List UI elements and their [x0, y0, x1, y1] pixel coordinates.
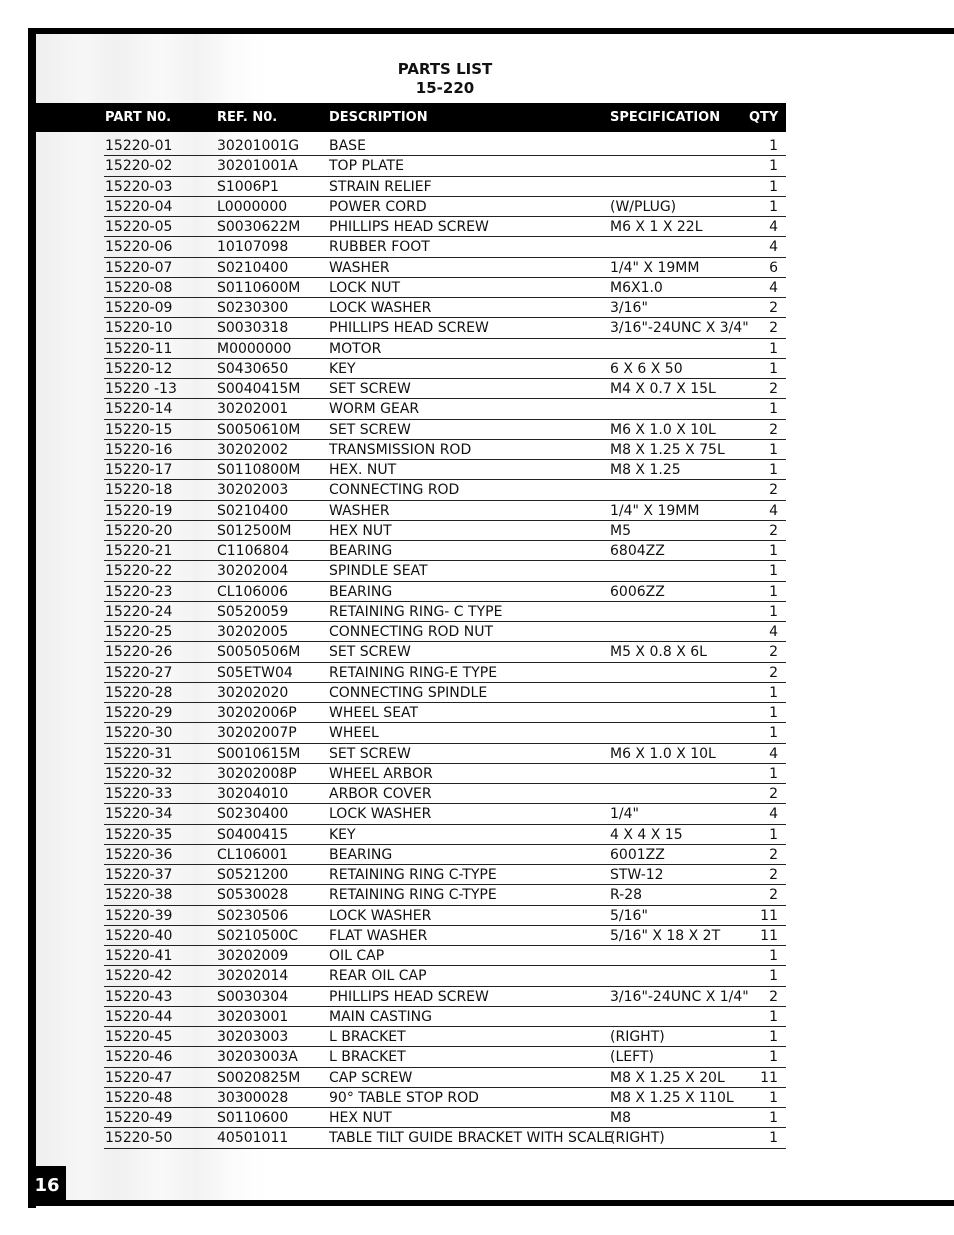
- description-cell: PHILLIPS HEAD SCREW: [329, 320, 489, 337]
- description-cell: CONNECTING SPINDLE: [329, 684, 488, 701]
- qty-cell: 2: [769, 988, 778, 1005]
- description-cell: FLAT WASHER: [329, 927, 428, 944]
- specification-cell: M8 X 1.25 X 110L: [610, 1089, 734, 1106]
- table-row: [104, 480, 786, 500]
- table-row: [104, 683, 786, 703]
- ref-no-cell: S0110800M: [217, 462, 301, 478]
- specification-cell: M5: [610, 522, 631, 539]
- qty-cell: 1: [769, 158, 778, 175]
- ref-no-cell: S0230300: [217, 300, 289, 316]
- specification-cell: 5/16" X 18 X 2T: [610, 927, 721, 944]
- description-cell: BEARING: [329, 846, 393, 863]
- qty-cell: 1: [769, 401, 778, 418]
- ref-no-cell: 30300028: [217, 1089, 289, 1106]
- specification-cell: 1/4" X 19MM: [610, 502, 700, 519]
- description-cell: SET SCREW: [329, 421, 411, 438]
- column-header-specification: SPECIFICATION: [610, 110, 721, 125]
- title-line-1: PARTS LIST: [397, 60, 493, 78]
- part-no-cell: 15220-30: [105, 725, 173, 742]
- description-cell: OIL CAP: [329, 948, 385, 964]
- table-row: [104, 318, 786, 338]
- table-row: [104, 946, 786, 966]
- table-row: [104, 865, 786, 885]
- part-no-cell: 15220-07: [105, 259, 173, 276]
- qty-cell: 11: [760, 927, 778, 944]
- part-no-cell: 15220-10: [105, 320, 173, 337]
- qty-cell: 2: [769, 644, 778, 661]
- specification-cell: 6006ZZ: [610, 583, 665, 600]
- specification-cell: STW-12: [610, 867, 664, 883]
- specification-cell: 6804ZZ: [610, 543, 665, 559]
- description-cell: RETAINING RING C-TYPE: [329, 887, 497, 904]
- table-row: [104, 764, 786, 784]
- table-row: [104, 359, 786, 379]
- ref-no-cell: M0000000: [217, 340, 292, 357]
- qty-cell: 2: [769, 664, 778, 681]
- ref-no-cell: S0030304: [217, 988, 289, 1005]
- ref-no-cell: S0030318: [217, 320, 289, 337]
- ref-no-cell: 30203003: [217, 1029, 289, 1045]
- qty-cell: 1: [769, 543, 778, 559]
- qty-cell: 2: [769, 300, 778, 316]
- ref-no-cell: S0520059: [217, 603, 289, 620]
- table-row: [104, 460, 786, 480]
- part-no-cell: 15220-12: [105, 360, 173, 377]
- table-row: [104, 561, 786, 581]
- qty-cell: 2: [769, 381, 778, 397]
- description-cell: LOCK WASHER: [329, 907, 432, 924]
- table-row: [104, 642, 786, 662]
- table-row: [104, 1007, 786, 1027]
- specification-cell: 4 X 4 X 15: [610, 826, 683, 843]
- specification-cell: 3/16": [610, 300, 648, 316]
- table-row: [104, 258, 786, 278]
- part-no-cell: 15220-01: [105, 138, 173, 154]
- table-row: [104, 1128, 786, 1148]
- qty-cell: 1: [769, 1049, 778, 1066]
- part-no-cell: 15220-03: [105, 178, 173, 195]
- table-row: [104, 440, 786, 460]
- part-no-cell: 15220-11: [105, 340, 173, 357]
- ref-no-cell: 30202005: [217, 624, 289, 640]
- ref-no-cell: 30202004: [217, 563, 289, 580]
- specification-cell: M6X1.0: [610, 279, 663, 296]
- table-row: [104, 804, 786, 824]
- part-no-cell: 15220-14: [105, 401, 173, 418]
- table-row: [104, 602, 786, 622]
- qty-cell: 1: [769, 583, 778, 600]
- specification-cell: 5/16": [610, 907, 648, 924]
- specification-cell: M6 X 1 X 22L: [610, 219, 703, 235]
- table-row: [104, 521, 786, 541]
- table-row: [104, 1068, 786, 1088]
- ref-no-cell: 10107098: [217, 239, 289, 256]
- specification-cell: 6001ZZ: [610, 846, 665, 863]
- page-title: [340, 60, 550, 98]
- part-no-cell: 15220-40: [105, 927, 173, 944]
- table-row: [104, 987, 786, 1007]
- ref-no-cell: L0000000: [217, 198, 288, 215]
- ref-no-cell: 40501011: [217, 1130, 289, 1147]
- ref-no-cell: S0210400: [217, 502, 289, 519]
- description-cell: HEX NUT: [329, 1110, 392, 1126]
- description-cell: STRAIN RELIEF: [329, 178, 432, 195]
- part-no-cell: 15220-48: [105, 1089, 173, 1106]
- specification-cell: M5 X 0.8 X 6L: [610, 644, 707, 661]
- table-row: [104, 1047, 786, 1067]
- description-cell: L BRACKET: [329, 1049, 406, 1066]
- part-no-cell: 15220-04: [105, 198, 173, 215]
- part-no-cell: 15220-38: [105, 887, 173, 904]
- part-no-cell: 15220-34: [105, 806, 173, 823]
- part-no-cell: 15220-47: [105, 1069, 173, 1086]
- qty-cell: 4: [769, 745, 778, 762]
- description-cell: WHEEL SEAT: [329, 705, 419, 721]
- ref-no-cell: S0030622M: [217, 219, 301, 235]
- description-cell: KEY: [329, 826, 356, 843]
- qty-cell: 6: [769, 259, 778, 276]
- ref-no-cell: 30202006P: [217, 705, 297, 721]
- ref-no-cell: S0430650: [217, 360, 289, 377]
- part-no-cell: 15220-32: [105, 765, 173, 782]
- ref-no-cell: 30201001G: [217, 138, 300, 154]
- table-row: [104, 156, 786, 176]
- part-no-cell: 15220-20: [105, 522, 173, 539]
- table-row: [104, 885, 786, 905]
- table-row: [104, 926, 786, 946]
- table-row: [104, 784, 786, 804]
- qty-cell: 2: [769, 320, 778, 337]
- ref-no-cell: 30201001A: [217, 158, 298, 175]
- part-no-cell: 15220-05: [105, 219, 173, 235]
- ref-no-cell: S0040415M: [217, 381, 301, 397]
- table-row: [104, 1108, 786, 1128]
- qty-cell: 1: [769, 1089, 778, 1106]
- table-row: [104, 298, 786, 318]
- description-cell: WASHER: [329, 259, 390, 276]
- description-cell: WHEEL: [329, 725, 379, 742]
- part-no-cell: 15220-17: [105, 462, 173, 478]
- table-row: [104, 582, 786, 602]
- specification-cell: M8: [610, 1110, 631, 1126]
- qty-cell: 1: [769, 725, 778, 742]
- ref-no-cell: 30202001: [217, 401, 289, 418]
- description-cell: TABLE TILT GUIDE BRACKET WITH SCALE: [329, 1130, 613, 1147]
- qty-cell: 1: [769, 1008, 778, 1025]
- description-cell: RUBBER FOOT: [329, 239, 430, 256]
- ref-no-cell: S0230506: [217, 907, 289, 924]
- qty-cell: 11: [760, 907, 778, 924]
- ref-no-cell: 30203001: [217, 1008, 289, 1025]
- part-no-cell: 15220-43: [105, 988, 173, 1005]
- ref-no-cell: S0210400: [217, 259, 289, 276]
- qty-cell: 2: [769, 421, 778, 438]
- description-cell: WORM GEAR: [329, 401, 420, 418]
- column-header-qty: QTY: [749, 110, 779, 125]
- table-row: [104, 278, 786, 298]
- part-no-cell: 15220-25: [105, 624, 173, 640]
- specification-cell: (LEFT): [610, 1049, 654, 1066]
- description-cell: REAR OIL CAP: [329, 968, 427, 985]
- part-no-cell: 15220-02: [105, 158, 173, 175]
- part-no-cell: 15220-16: [105, 441, 173, 458]
- part-no-cell: 15220-09: [105, 300, 173, 316]
- ref-no-cell: S0050506M: [217, 644, 301, 661]
- specification-cell: 6 X 6 X 50: [610, 360, 683, 377]
- part-no-cell: 15220-50: [105, 1130, 173, 1147]
- description-cell: MAIN CASTING: [329, 1008, 432, 1025]
- part-no-cell: 15220-42: [105, 968, 173, 985]
- ref-no-cell: 30202014: [217, 968, 289, 985]
- specification-cell: 3/16"-24UNC X 3/4": [610, 320, 749, 337]
- ref-no-cell: CL106006: [217, 583, 289, 600]
- table-row: [104, 399, 786, 419]
- qty-cell: 1: [769, 462, 778, 478]
- description-cell: SET SCREW: [329, 381, 411, 397]
- qty-cell: 1: [769, 1110, 778, 1126]
- ref-no-cell: S0010615M: [217, 745, 301, 762]
- specification-cell: M6 X 1.0 X 10L: [610, 421, 716, 438]
- part-no-cell: 15220 -13: [105, 381, 177, 397]
- ref-no-cell: CL106001: [217, 846, 289, 863]
- description-cell: MOTOR: [329, 340, 382, 357]
- part-no-cell: 15220-44: [105, 1008, 173, 1025]
- page-number: 16: [28, 1166, 66, 1204]
- table-row: [104, 379, 786, 399]
- description-cell: RETAINING RING-E TYPE: [329, 664, 498, 681]
- part-no-cell: 15220-28: [105, 684, 173, 701]
- qty-cell: 1: [769, 563, 778, 580]
- table-row: [104, 541, 786, 561]
- description-cell: PHILLIPS HEAD SCREW: [329, 988, 489, 1005]
- specification-cell: M8 X 1.25: [610, 462, 681, 478]
- ref-no-cell: 30203003A: [217, 1049, 298, 1066]
- ref-no-cell: S0110600: [217, 1110, 289, 1126]
- ref-no-cell: 30202020: [217, 684, 289, 701]
- qty-cell: 1: [769, 1130, 778, 1147]
- part-no-cell: 15220-33: [105, 786, 173, 802]
- table-row: [104, 1027, 786, 1047]
- description-cell: LOCK NUT: [329, 279, 400, 296]
- page-frame-left: [28, 28, 36, 1208]
- table-row: [104, 237, 786, 257]
- part-no-cell: 15220-26: [105, 644, 173, 661]
- part-no-cell: 15220-36: [105, 846, 173, 863]
- ref-no-cell: S0230400: [217, 806, 289, 823]
- specification-cell: R-28: [610, 887, 643, 904]
- qty-cell: 2: [769, 482, 778, 499]
- description-cell: L BRACKET: [329, 1029, 406, 1045]
- page-frame-bottom: [28, 1200, 954, 1206]
- description-cell: SET SCREW: [329, 745, 411, 762]
- ref-no-cell: S0210500C: [217, 927, 299, 944]
- description-cell: 90° TABLE STOP ROD: [329, 1089, 479, 1106]
- ref-no-cell: 30202007P: [217, 725, 297, 742]
- description-cell: LOCK WASHER: [329, 806, 432, 823]
- description-cell: TRANSMISSION ROD: [329, 441, 472, 458]
- part-no-cell: 15220-18: [105, 482, 173, 499]
- column-header-description: DESCRIPTION: [329, 110, 428, 125]
- part-no-cell: 15220-06: [105, 239, 173, 256]
- part-no-cell: 15220-45: [105, 1029, 173, 1045]
- part-no-cell: 15220-23: [105, 583, 173, 600]
- page-frame-top: [28, 28, 954, 34]
- part-no-cell: 15220-35: [105, 826, 173, 843]
- part-no-cell: 15220-46: [105, 1049, 173, 1066]
- part-no-cell: 15220-22: [105, 563, 173, 580]
- ref-no-cell: S0530028: [217, 887, 289, 904]
- ref-no-cell: S0400415: [217, 826, 289, 843]
- part-no-cell: 15220-49: [105, 1110, 173, 1126]
- part-no-cell: 15220-37: [105, 867, 173, 883]
- table-row: [104, 136, 786, 156]
- description-cell: BEARING: [329, 543, 393, 559]
- ref-no-cell: 30202009: [217, 948, 289, 964]
- part-no-cell: 15220-21: [105, 543, 173, 559]
- qty-cell: 1: [769, 826, 778, 843]
- description-cell: LOCK WASHER: [329, 300, 432, 316]
- specification-cell: (W/PLUG): [610, 198, 677, 215]
- specification-cell: M6 X 1.0 X 10L: [610, 745, 716, 762]
- specification-cell: 1/4" X 19MM: [610, 259, 700, 276]
- table-row: [104, 703, 786, 723]
- table-row: [104, 744, 786, 764]
- qty-cell: 1: [769, 603, 778, 620]
- ref-no-cell: S1006P1: [217, 178, 279, 195]
- specification-cell: 1/4": [610, 806, 639, 823]
- description-cell: TOP PLATE: [329, 158, 404, 175]
- part-no-cell: 15220-31: [105, 745, 173, 762]
- column-header-ref-no: REF. N0.: [217, 110, 278, 125]
- ref-no-cell: S0020825M: [217, 1069, 301, 1086]
- description-cell: POWER CORD: [329, 198, 427, 215]
- qty-cell: 1: [769, 138, 778, 154]
- qty-cell: 1: [769, 1029, 778, 1045]
- specification-cell: M8 X 1.25 X 75L: [610, 441, 725, 458]
- part-no-cell: 15220-08: [105, 279, 173, 296]
- part-no-cell: 15220-24: [105, 603, 173, 620]
- table-row: [104, 217, 786, 237]
- table-row: [104, 501, 786, 521]
- column-header-part-no: PART N0.: [105, 110, 172, 125]
- qty-cell: 4: [769, 502, 778, 519]
- ref-no-cell: 30202002: [217, 441, 289, 458]
- qty-cell: 4: [769, 219, 778, 235]
- qty-cell: 1: [769, 340, 778, 357]
- table-header: [36, 103, 786, 132]
- description-cell: RETAINING RING C-TYPE: [329, 867, 497, 883]
- ref-no-cell: C1106804: [217, 543, 290, 559]
- table-row: [104, 966, 786, 986]
- title-line-2: 15-220: [415, 79, 475, 97]
- specification-cell: M8 X 1.25 X 20L: [610, 1069, 725, 1086]
- description-cell: SPINDLE SEAT: [329, 563, 428, 580]
- description-cell: WHEEL ARBOR: [329, 765, 433, 782]
- description-cell: SET SCREW: [329, 644, 411, 661]
- specification-cell: (RIGHT): [610, 1130, 665, 1147]
- ref-no-cell: S012500M: [217, 522, 292, 539]
- table-row: [104, 723, 786, 743]
- table-row: [104, 420, 786, 440]
- table-row: [104, 906, 786, 926]
- ref-no-cell: 30204010: [217, 786, 289, 802]
- part-no-cell: 15220-41: [105, 948, 173, 964]
- table-row: [104, 622, 786, 642]
- table-row: [104, 1088, 786, 1108]
- description-cell: KEY: [329, 360, 356, 377]
- qty-cell: 1: [769, 968, 778, 985]
- qty-cell: 1: [769, 198, 778, 215]
- qty-cell: 1: [769, 178, 778, 195]
- table-row: [104, 825, 786, 845]
- description-cell: BASE: [329, 138, 366, 154]
- table-row: [104, 845, 786, 865]
- part-no-cell: 15220-29: [105, 705, 173, 721]
- table-row: [104, 663, 786, 683]
- parts-table: [104, 136, 786, 1149]
- qty-cell: 4: [769, 239, 778, 256]
- ref-no-cell: S0110600M: [217, 279, 301, 296]
- qty-cell: 1: [769, 684, 778, 701]
- table-row: [104, 197, 786, 217]
- qty-cell: 4: [769, 806, 778, 823]
- qty-cell: 2: [769, 786, 778, 802]
- description-cell: PHILLIPS HEAD SCREW: [329, 219, 489, 235]
- table-row: [104, 339, 786, 359]
- ref-no-cell: S0521200: [217, 867, 289, 883]
- description-cell: HEX. NUT: [329, 462, 397, 478]
- description-cell: HEX NUT: [329, 522, 392, 539]
- specification-cell: M4 X 0.7 X 15L: [610, 381, 716, 397]
- description-cell: RETAINING RING- C TYPE: [329, 603, 503, 620]
- description-cell: BEARING: [329, 583, 393, 600]
- qty-cell: 2: [769, 887, 778, 904]
- qty-cell: 1: [769, 441, 778, 458]
- part-no-cell: 15220-19: [105, 502, 173, 519]
- specification-cell: 3/16"-24UNC X 1/4": [610, 988, 749, 1005]
- qty-cell: 1: [769, 360, 778, 377]
- qty-cell: 2: [769, 867, 778, 883]
- qty-cell: 2: [769, 522, 778, 539]
- qty-cell: 4: [769, 279, 778, 296]
- ref-no-cell: 30202003: [217, 482, 289, 499]
- part-no-cell: 15220-27: [105, 664, 173, 681]
- qty-cell: 11: [760, 1069, 778, 1086]
- specification-cell: (RIGHT): [610, 1029, 665, 1045]
- qty-cell: 1: [769, 948, 778, 964]
- qty-cell: 2: [769, 846, 778, 863]
- qty-cell: 1: [769, 765, 778, 782]
- description-cell: WASHER: [329, 502, 390, 519]
- ref-no-cell: S05ETW04: [217, 664, 293, 681]
- part-no-cell: 15220-39: [105, 907, 173, 924]
- description-cell: CONNECTING ROD: [329, 482, 460, 499]
- qty-cell: 1: [769, 705, 778, 721]
- description-cell: CONNECTING ROD NUT: [329, 624, 494, 640]
- qty-cell: 4: [769, 624, 778, 640]
- part-no-cell: 15220-15: [105, 421, 173, 438]
- ref-no-cell: 30202008P: [217, 765, 297, 782]
- ref-no-cell: S0050610M: [217, 421, 301, 438]
- table-row: [104, 177, 786, 197]
- description-cell: CAP SCREW: [329, 1069, 413, 1086]
- description-cell: ARBOR COVER: [329, 786, 432, 802]
